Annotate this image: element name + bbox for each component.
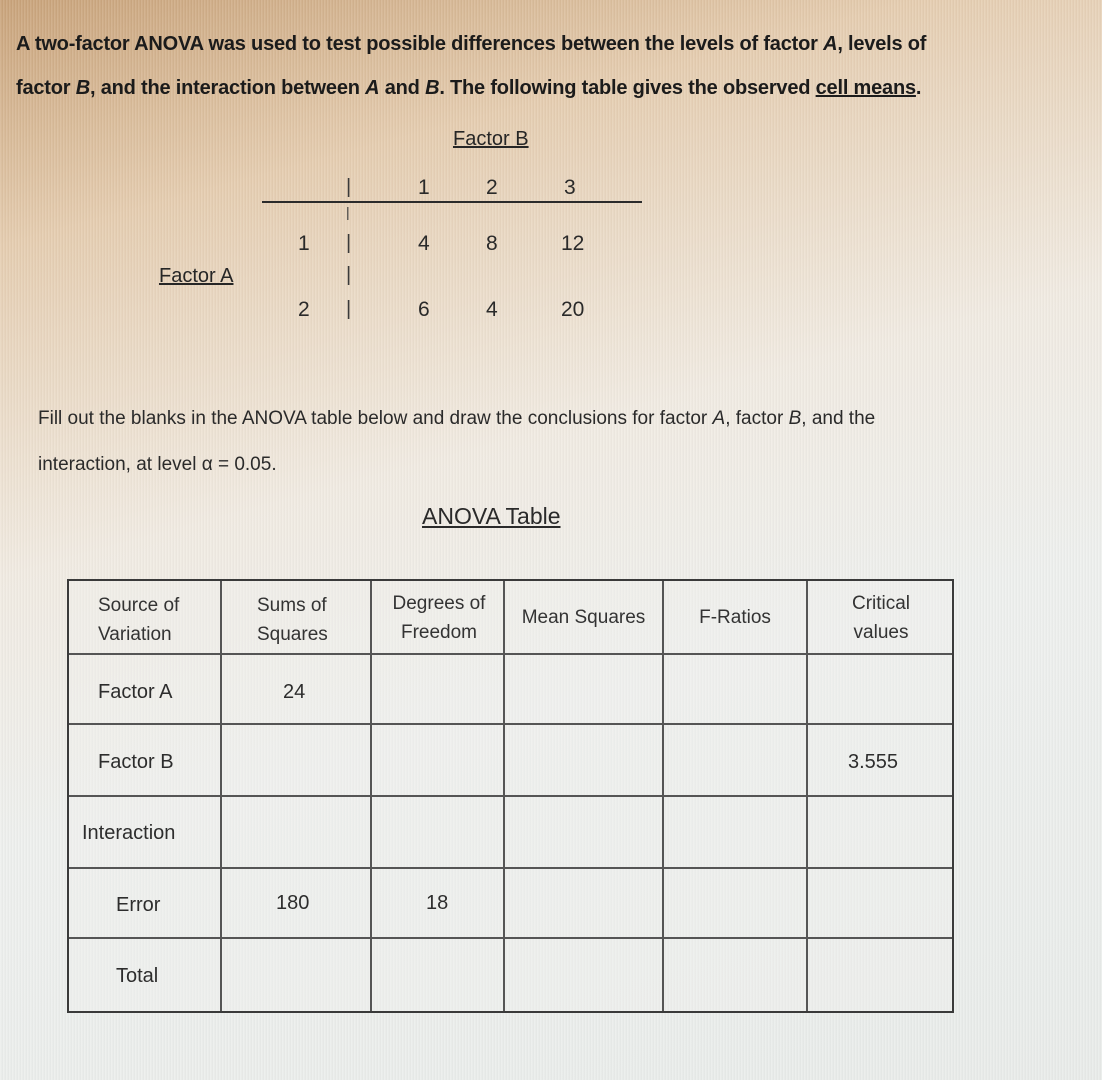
row-divider — [69, 937, 952, 939]
anova-table-title: ANOVA Table — [422, 503, 561, 529]
factor-a-label: Factor A — [159, 265, 234, 287]
row-divider — [69, 795, 952, 797]
vertical-divider: | — [346, 204, 350, 220]
row-label-factor-a: Factor A — [98, 681, 173, 703]
ss-error: 180 — [276, 892, 310, 914]
vertical-divider: | — [346, 232, 352, 254]
header-sums-of-squares: Sums of Squares — [257, 595, 328, 645]
b-level-1: 1 — [418, 176, 430, 199]
header-f-ratios: F-Ratios — [699, 607, 771, 628]
row-label-error: Error — [116, 894, 161, 916]
row-divider — [69, 653, 952, 655]
cell-means-term: cell means — [815, 77, 916, 99]
problem-statement — [16, 22, 1016, 110]
problem-line-1: A two-factor ANOVA was used to test possible differences between the levels of factor A, levels of — [16, 33, 927, 55]
cell-mean-a1-b3: 12 — [561, 232, 585, 255]
header-mean-squares: Mean Squares — [521, 607, 646, 628]
row-divider — [69, 723, 952, 725]
factor-b-label: Factor B — [453, 128, 529, 150]
problem-line-2: factor B, and the interaction between A and B. The following table gives the observed cell means. — [16, 77, 922, 99]
df-error: 18 — [426, 892, 449, 914]
a-level-1: 1 — [298, 232, 310, 255]
row-label-factor-b: Factor B — [98, 751, 174, 773]
header-degrees-of-freedom: Degrees of Freedom — [392, 593, 486, 643]
vertical-divider: | — [346, 176, 352, 198]
b-level-3: 3 — [564, 176, 576, 199]
cell-mean-a2-b1: 6 — [418, 298, 430, 321]
row-divider — [69, 867, 952, 869]
instructions-line-2: interaction, at level α = 0.05. — [38, 454, 277, 475]
b-level-2: 2 — [486, 176, 498, 199]
cell-means-header-rule — [262, 201, 642, 203]
instructions — [38, 396, 1078, 488]
header-source-of-variation: Source of Variation — [98, 595, 180, 645]
ss-factor-a: 24 — [283, 681, 306, 703]
critical-value-factor-b: 3.555 — [848, 751, 899, 773]
header-critical-values: Critical values — [851, 593, 911, 643]
cell-mean-a1-b2: 8 — [486, 232, 498, 255]
vertical-divider: | — [346, 264, 352, 286]
row-label-total: Total — [116, 965, 159, 987]
instructions-line-1: Fill out the blanks in the ANOVA table below and draw the conclusions for factor A, factor B, and the — [38, 408, 876, 429]
vertical-divider: | — [346, 298, 352, 320]
cell-mean-a2-b2: 4 — [486, 298, 498, 321]
cell-mean-a2-b3: 20 — [561, 298, 585, 321]
anova-table — [67, 579, 954, 1013]
cell-mean-a1-b1: 4 — [418, 232, 430, 255]
a-level-2: 2 — [298, 298, 310, 321]
row-label-interaction: Interaction — [82, 822, 176, 844]
